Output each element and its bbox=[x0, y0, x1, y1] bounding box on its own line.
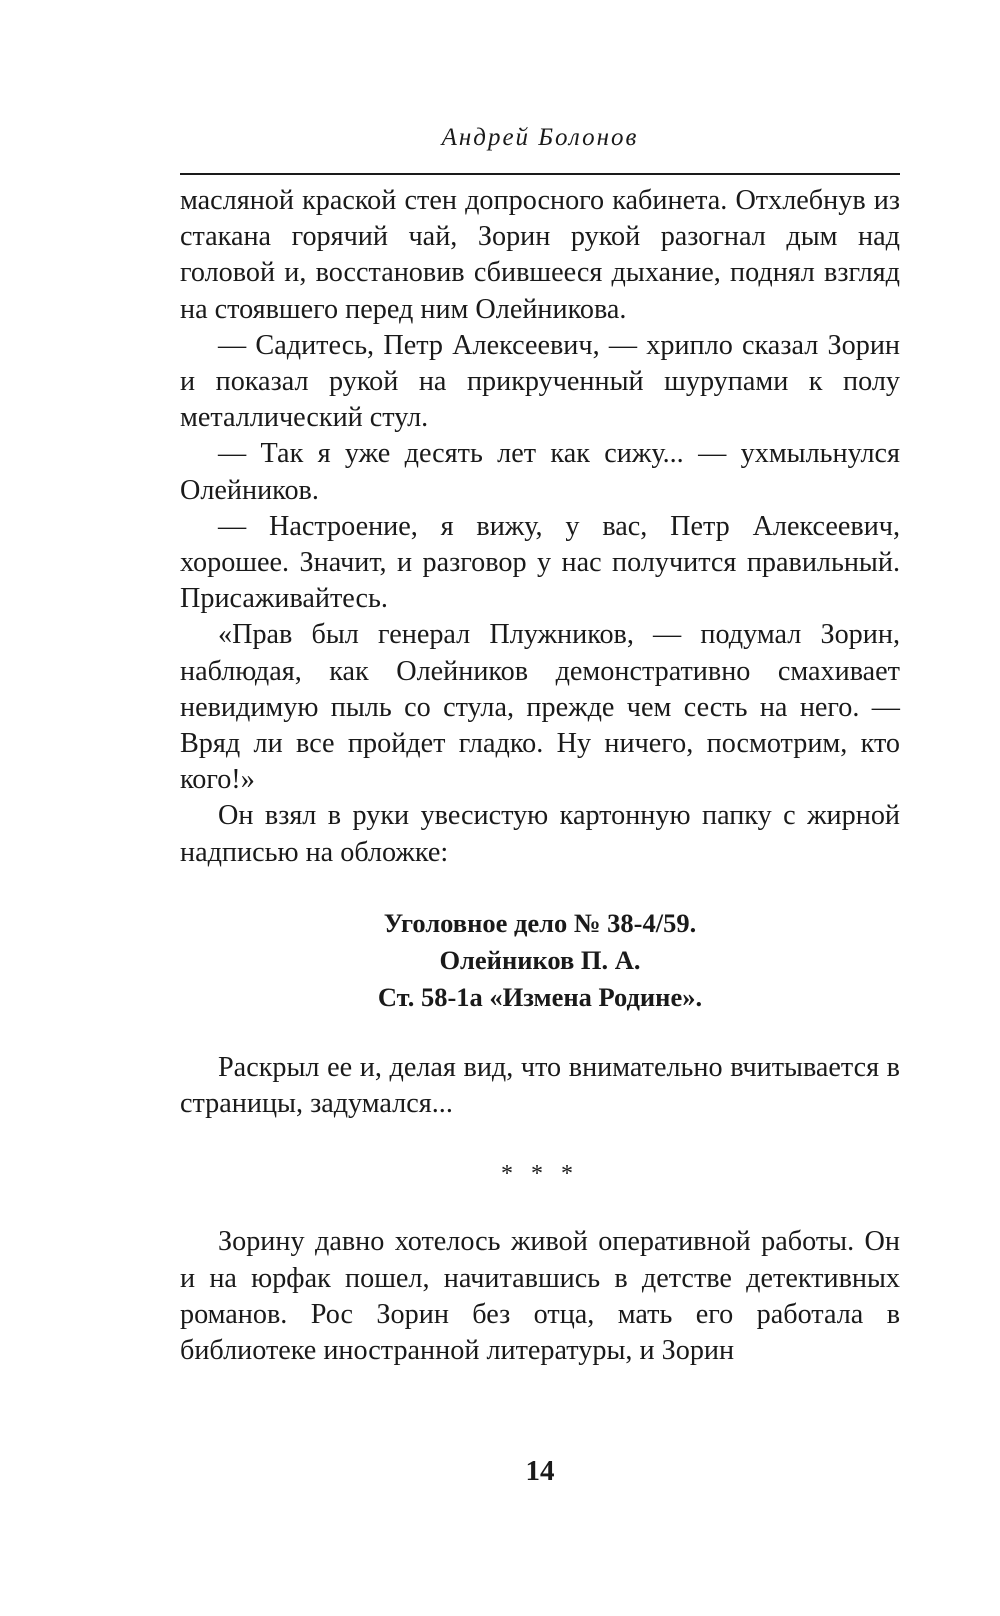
case-title-line: Олейников П. А. bbox=[439, 944, 641, 975]
paragraph: — Настроение, я вижу, у вас, Петр Алексеевич, хорошее. Значит, и разговор у нас получится правильный. Присаживайтесь. bbox=[180, 510, 900, 615]
page-body bbox=[180, 183, 900, 1369]
page-number: 14 bbox=[525, 1455, 555, 1487]
paragraph: Он взял в руки увесистую картонную папку с жирной надписью на обложке: bbox=[180, 800, 900, 868]
paragraph: «Прав был генерал Плужников, — подумал Зорин, наблюдая, как Олейников демонстративно смахивает невидимую пыль со стула, прежде чем сесть на него. — Вряд ли все пройдет гладко. Ну ничего, посмотрим, кто кого!» bbox=[180, 619, 900, 796]
section-separator: * * * bbox=[501, 1161, 579, 1188]
paragraph: Раскрыл ее и, делая вид, что внимательно вчитывается в страницы, задумался... bbox=[180, 1051, 900, 1120]
paragraph: — Садитесь, Петр Алексеевич, — хрипло сказал Зорин и показал рукой на прикрученный шурупами к полу металлический стул. bbox=[180, 329, 900, 434]
case-title-line: Уголовное дело № 38-4/59. bbox=[383, 907, 697, 938]
paragraph: Зорину давно хотелось живой оперативной работы. Он и на юрфак пошел, начитавшись в детстве детективных романов. Рос Зорин без отца, мать его работала в библиотеке иностранной литературы, и Зорин bbox=[180, 1226, 900, 1367]
case-title-block bbox=[180, 905, 900, 1016]
paragraph: масляной краской стен допросного кабинета. Отхлебнув из стакана горячий чай, Зорин рукой разогнал дым над головой и, восстановив сбившееся дыхание, поднял взгляд на стоявшего перед ним Олейникова. bbox=[180, 185, 900, 325]
case-title-line: Ст. 58-1а «Измена Родине». bbox=[377, 981, 703, 1012]
running-header: Андрей Болонов bbox=[441, 124, 639, 151]
header-divider bbox=[180, 173, 900, 175]
paragraph: — Так я уже десять лет как сижу... — ухмыльнулся Олейников. bbox=[180, 438, 900, 506]
